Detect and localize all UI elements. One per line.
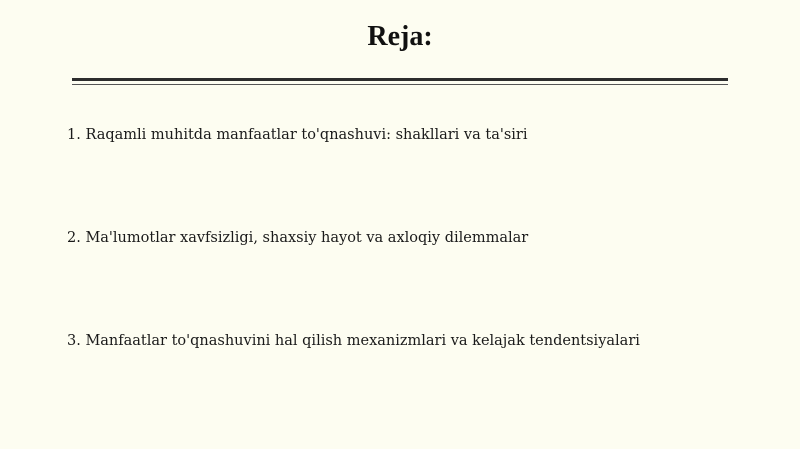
plan-item-3: 3. Manfaatlar to'qnashuvini hal qilish mexanizmlari va kelajak tendentsiyalari [67, 333, 640, 349]
title-divider-thick [72, 78, 728, 81]
plan-item-1: 1. Raqamli muhitda manfaatlar to'qnashuvi: shakllari va ta'siri [67, 127, 528, 143]
slide-title: Reja: [367, 21, 433, 52]
title-divider-thin [72, 84, 728, 85]
plan-item-2: 2. Ma'lumotlar xavfsizligi, shaxsiy hayot va axloqiy dilemmalar [67, 230, 529, 246]
